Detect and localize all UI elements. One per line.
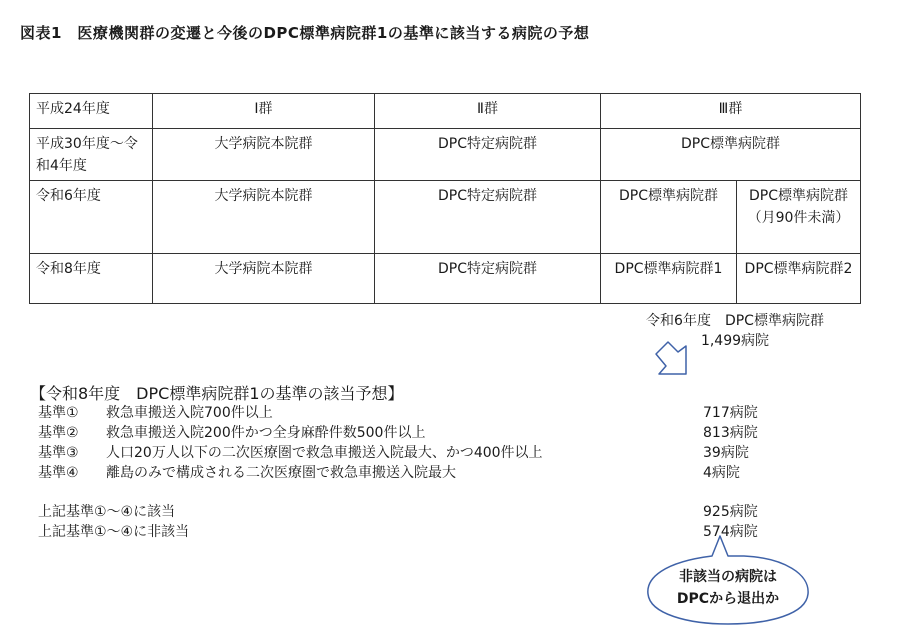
year-cell: 平成24年度 [30, 94, 153, 129]
group1-cell: 大学病院本院群 [153, 254, 375, 304]
summary-text: 上記基準①～④に非該当 [38, 524, 190, 540]
hospital-group-table [29, 93, 861, 304]
criterion-value: 717病院 [703, 405, 758, 421]
group1-cell: 大学病院本院群 [153, 129, 375, 181]
callout-line-1: 非該当の病院は [679, 569, 777, 585]
table-row [30, 129, 861, 181]
year-cell: 平成30年度～令和4年度 [30, 129, 153, 181]
criterion-row [38, 444, 543, 462]
criterion-label: 基準④ [38, 465, 79, 481]
group2-cell: DPC特定病院群 [375, 129, 601, 181]
criterion-label: 基準③ [38, 445, 79, 461]
criterion-text: 人口20万人以下の二次医療圏で救急車搬送入院最大、かつ400件以上 [106, 445, 543, 461]
criterion-text: 救急車搬送入院700件以上 [106, 405, 273, 421]
page-title: 図表1 医療機関群の変遷と今後のDPC標準病院群1の基準に該当する病院の予想 [20, 24, 590, 42]
group2-header: Ⅱ群 [375, 94, 601, 129]
criterion-row [38, 404, 273, 422]
criterion-row [38, 464, 456, 482]
group3b-cell: DPC標準病院群2 [737, 254, 861, 304]
summary-text: 上記基準①～④に該当 [38, 504, 176, 520]
criterion-value: 813病院 [703, 425, 758, 441]
year-cell: 令和8年度 [30, 254, 153, 304]
criterion-label: 基準② [38, 425, 79, 441]
table-row [30, 94, 861, 129]
forecast-heading: 【令和8年度 DPC標準病院群1の基準の該当予想】 [30, 384, 404, 403]
callout-line-2: DPCから退出か [676, 591, 780, 607]
criterion-value: 39病院 [703, 445, 749, 461]
group2-cell: DPC特定病院群 [375, 254, 601, 304]
summary-row [38, 523, 189, 541]
summary-row [38, 503, 175, 521]
group3a-cell: DPC標準病院群 [601, 181, 737, 254]
group3a-cell: DPC標準病院群1 [601, 254, 737, 304]
criterion-label: 基準① [38, 405, 79, 421]
criterion-text: 離島のみで構成される二次医療圏で救急車搬送入院最大 [106, 465, 456, 481]
year-cell: 令和6年度 [30, 181, 153, 254]
note-line-1: 令和6年度 DPC標準病院群 [646, 313, 824, 329]
down-left-arrow-icon [652, 340, 696, 386]
criterion-value: 4病院 [703, 465, 740, 481]
group3b-cell: DPC標準病院群（月90件未満） [737, 181, 861, 254]
table-row [30, 181, 861, 254]
group3-cell: DPC標準病院群 [601, 129, 861, 181]
callout-text [656, 566, 800, 610]
criterion-text: 救急車搬送入院200件かつ全身麻酔件数500件以上 [106, 425, 426, 441]
group2-cell: DPC特定病院群 [375, 181, 601, 254]
summary-value: 574病院 [703, 524, 758, 540]
group1-cell: 大学病院本院群 [153, 181, 375, 254]
group3-header: Ⅲ群 [601, 94, 861, 129]
table-row [30, 254, 861, 304]
criterion-row [38, 424, 425, 442]
group1-header: Ⅰ群 [153, 94, 375, 129]
summary-value: 925病院 [703, 504, 758, 520]
note-line-2: 1,499病院 [700, 333, 770, 349]
